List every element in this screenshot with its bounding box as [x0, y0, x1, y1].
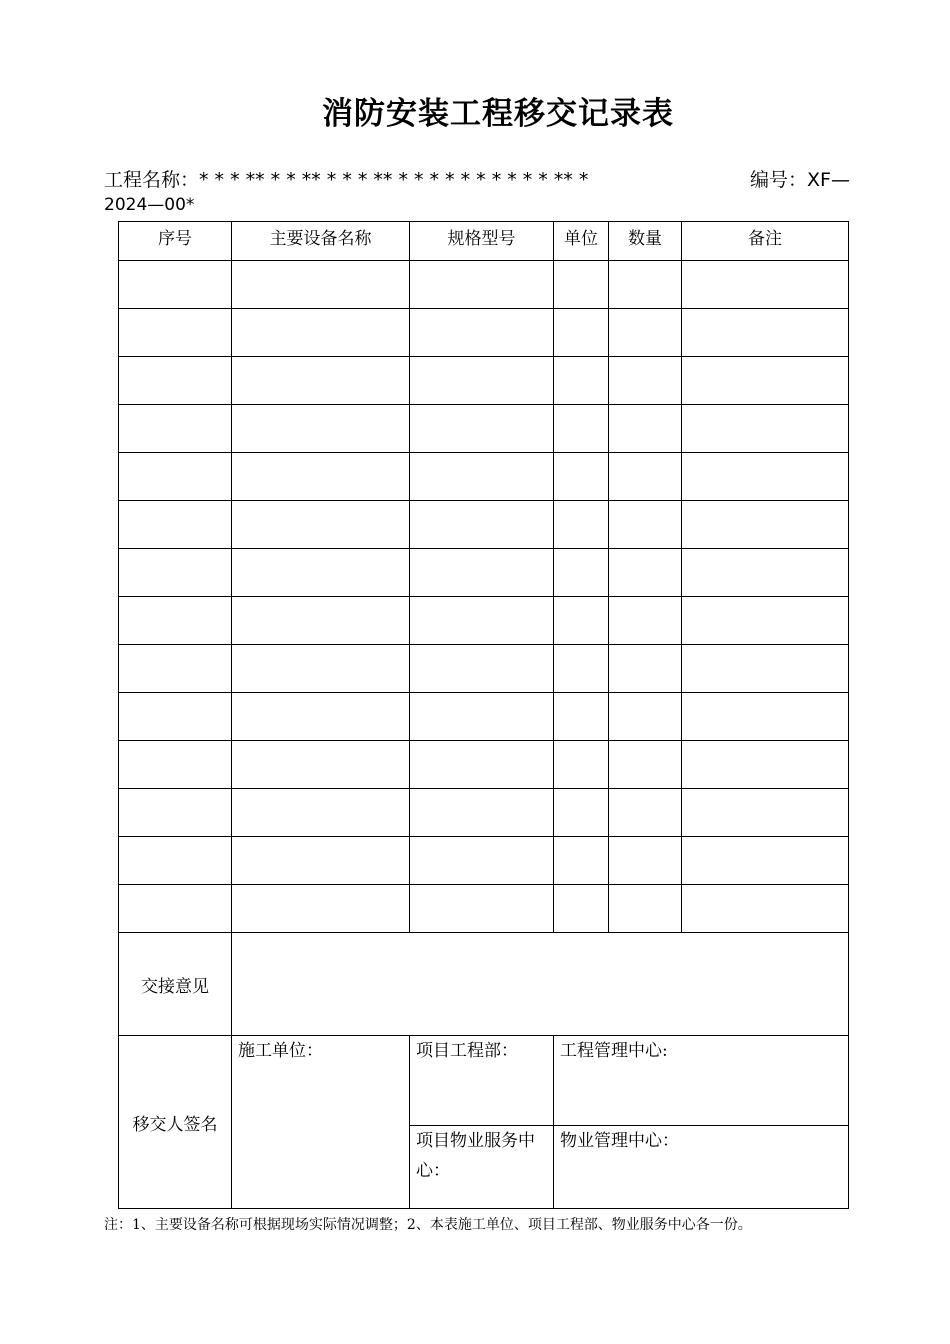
cell-serial-no[interactable] — [119, 549, 232, 597]
transferor-sign-label: 移交人签名 — [119, 1036, 232, 1209]
cell-remarks[interactable] — [682, 405, 849, 453]
footnote: 注：1、主要设备名称可根据现场实际情况调整；2、本表施工单位、项目工程部、物业服务中心各一份。 — [104, 1217, 752, 1233]
cell-serial-no[interactable] — [119, 597, 232, 645]
cell-serial-no[interactable] — [119, 645, 232, 693]
cell-spec-model[interactable] — [410, 789, 554, 837]
cell-remarks[interactable] — [682, 837, 849, 885]
table-row — [119, 597, 849, 645]
cell-remarks[interactable] — [682, 261, 849, 309]
signature-row-top — [119, 1036, 849, 1126]
header-remarks: 备注 — [682, 222, 849, 261]
table-row — [119, 261, 849, 309]
property-service-cell[interactable] — [410, 1126, 554, 1209]
cell-unit[interactable] — [554, 597, 609, 645]
table-row — [119, 789, 849, 837]
cell-quantity[interactable] — [609, 789, 682, 837]
cell-spec-model[interactable] — [410, 357, 554, 405]
header-unit: 单位 — [554, 222, 609, 261]
cell-equipment-name[interactable] — [232, 549, 410, 597]
table-header-row — [119, 222, 849, 261]
form-code-label: 编号： — [750, 169, 808, 191]
form-code-value-part2: 2024—00* — [104, 195, 195, 215]
cell-unit[interactable] — [554, 741, 609, 789]
cell-equipment-name[interactable] — [232, 885, 410, 933]
cell-equipment-name[interactable] — [232, 789, 410, 837]
cell-serial-no[interactable] — [119, 261, 232, 309]
table-row — [119, 837, 849, 885]
table-row — [119, 453, 849, 501]
cell-unit[interactable] — [554, 309, 609, 357]
project-dept-label: 项目工程部： — [416, 1041, 518, 1061]
table-row — [119, 309, 849, 357]
cell-quantity[interactable] — [609, 837, 682, 885]
cell-remarks[interactable] — [682, 789, 849, 837]
cell-remarks[interactable] — [682, 453, 849, 501]
cell-serial-no[interactable] — [119, 885, 232, 933]
table-row — [119, 693, 849, 741]
header-equipment-name: 主要设备名称 — [232, 222, 410, 261]
construction-unit-cell[interactable] — [232, 1036, 410, 1209]
engineering-center-label: 工程管理中心: — [560, 1041, 668, 1061]
cell-remarks[interactable] — [682, 693, 849, 741]
cell-quantity[interactable] — [609, 645, 682, 693]
cell-equipment-name[interactable] — [232, 597, 410, 645]
cell-unit[interactable] — [554, 261, 609, 309]
form-code-value-part1: XF— — [807, 169, 850, 191]
cell-remarks[interactable] — [682, 597, 849, 645]
cell-spec-model[interactable] — [410, 597, 554, 645]
cell-spec-model[interactable] — [410, 741, 554, 789]
cell-remarks[interactable] — [682, 501, 849, 549]
cell-quantity[interactable] — [609, 885, 682, 933]
cell-quantity[interactable] — [609, 357, 682, 405]
construction-unit-label: 施工单位： — [238, 1041, 323, 1061]
cell-quantity[interactable] — [609, 309, 682, 357]
cell-serial-no[interactable] — [119, 309, 232, 357]
cell-equipment-name[interactable] — [232, 261, 410, 309]
property-center-label: 物业管理中心： — [560, 1131, 679, 1151]
cell-spec-model[interactable] — [410, 309, 554, 357]
cell-quantity[interactable] — [609, 261, 682, 309]
cell-quantity[interactable] — [609, 741, 682, 789]
cell-serial-no[interactable] — [119, 501, 232, 549]
handover-opinion-label: 交接意见 — [119, 933, 232, 1036]
cell-serial-no[interactable] — [119, 405, 232, 453]
project-name-label: 工程名称： — [104, 169, 200, 191]
header-quantity: 数量 — [609, 222, 682, 261]
cell-unit[interactable] — [554, 453, 609, 501]
cell-unit[interactable] — [554, 693, 609, 741]
cell-spec-model[interactable] — [410, 837, 554, 885]
cell-quantity[interactable] — [609, 405, 682, 453]
table-row — [119, 501, 849, 549]
table-body — [119, 261, 849, 933]
cell-unit[interactable] — [554, 501, 609, 549]
cell-serial-no[interactable] — [119, 837, 232, 885]
table-row — [119, 357, 849, 405]
cell-unit[interactable] — [554, 405, 609, 453]
header-serial-no: 序号 — [119, 222, 232, 261]
cell-equipment-name[interactable] — [232, 837, 410, 885]
cell-equipment-name[interactable] — [232, 693, 410, 741]
cell-unit[interactable] — [554, 645, 609, 693]
equipment-table — [118, 221, 849, 1209]
cell-equipment-name[interactable] — [232, 453, 410, 501]
cell-unit[interactable] — [554, 789, 609, 837]
form-title: 消防安装工程移交记录表 — [322, 96, 674, 132]
project-meta-row — [104, 168, 864, 193]
cell-equipment-name[interactable] — [232, 357, 410, 405]
cell-serial-no[interactable] — [119, 693, 232, 741]
cell-remarks[interactable] — [682, 645, 849, 693]
cell-serial-no[interactable] — [119, 741, 232, 789]
cell-quantity[interactable] — [609, 501, 682, 549]
cell-serial-no[interactable] — [119, 789, 232, 837]
form-code — [750, 168, 850, 193]
project-meta — [104, 168, 864, 218]
property-center-cell[interactable] — [554, 1126, 849, 1209]
cell-remarks[interactable] — [682, 357, 849, 405]
cell-remarks[interactable] — [682, 549, 849, 597]
table-row — [119, 405, 849, 453]
cell-equipment-name[interactable] — [232, 501, 410, 549]
cell-remarks[interactable] — [682, 741, 849, 789]
project-name-value: * * * ** * * ** * * * ** * * * * * * * * * * ** * — [199, 169, 589, 191]
cell-quantity[interactable] — [609, 549, 682, 597]
handover-opinion-row — [119, 933, 849, 1036]
project-dept-cell[interactable] — [410, 1036, 554, 1126]
cell-quantity[interactable] — [609, 693, 682, 741]
handover-opinion-field[interactable] — [232, 933, 849, 1036]
cell-spec-model[interactable] — [410, 549, 554, 597]
cell-serial-no[interactable] — [119, 453, 232, 501]
table-row — [119, 549, 849, 597]
cell-remarks[interactable] — [682, 885, 849, 933]
cell-unit[interactable] — [554, 357, 609, 405]
cell-spec-model[interactable] — [410, 405, 554, 453]
cell-spec-model[interactable] — [410, 501, 554, 549]
engineering-center-cell[interactable] — [554, 1036, 849, 1126]
cell-remarks[interactable] — [682, 309, 849, 357]
cell-spec-model[interactable] — [410, 453, 554, 501]
cell-spec-model[interactable] — [410, 261, 554, 309]
table-row — [119, 741, 849, 789]
cell-quantity[interactable] — [609, 597, 682, 645]
cell-equipment-name[interactable] — [232, 741, 410, 789]
cell-equipment-name[interactable] — [232, 309, 410, 357]
cell-quantity[interactable] — [609, 453, 682, 501]
cell-spec-model[interactable] — [410, 693, 554, 741]
cell-unit[interactable] — [554, 885, 609, 933]
cell-spec-model[interactable] — [410, 885, 554, 933]
header-spec-model: 规格型号 — [410, 222, 554, 261]
cell-spec-model[interactable] — [410, 645, 554, 693]
cell-equipment-name[interactable] — [232, 645, 410, 693]
table-row — [119, 885, 849, 933]
property-service-label: 项目物业服务中心： — [416, 1131, 535, 1181]
cell-serial-no[interactable] — [119, 357, 232, 405]
cell-unit[interactable] — [554, 837, 609, 885]
table-row — [119, 645, 849, 693]
cell-equipment-name[interactable] — [232, 405, 410, 453]
cell-unit[interactable] — [554, 549, 609, 597]
